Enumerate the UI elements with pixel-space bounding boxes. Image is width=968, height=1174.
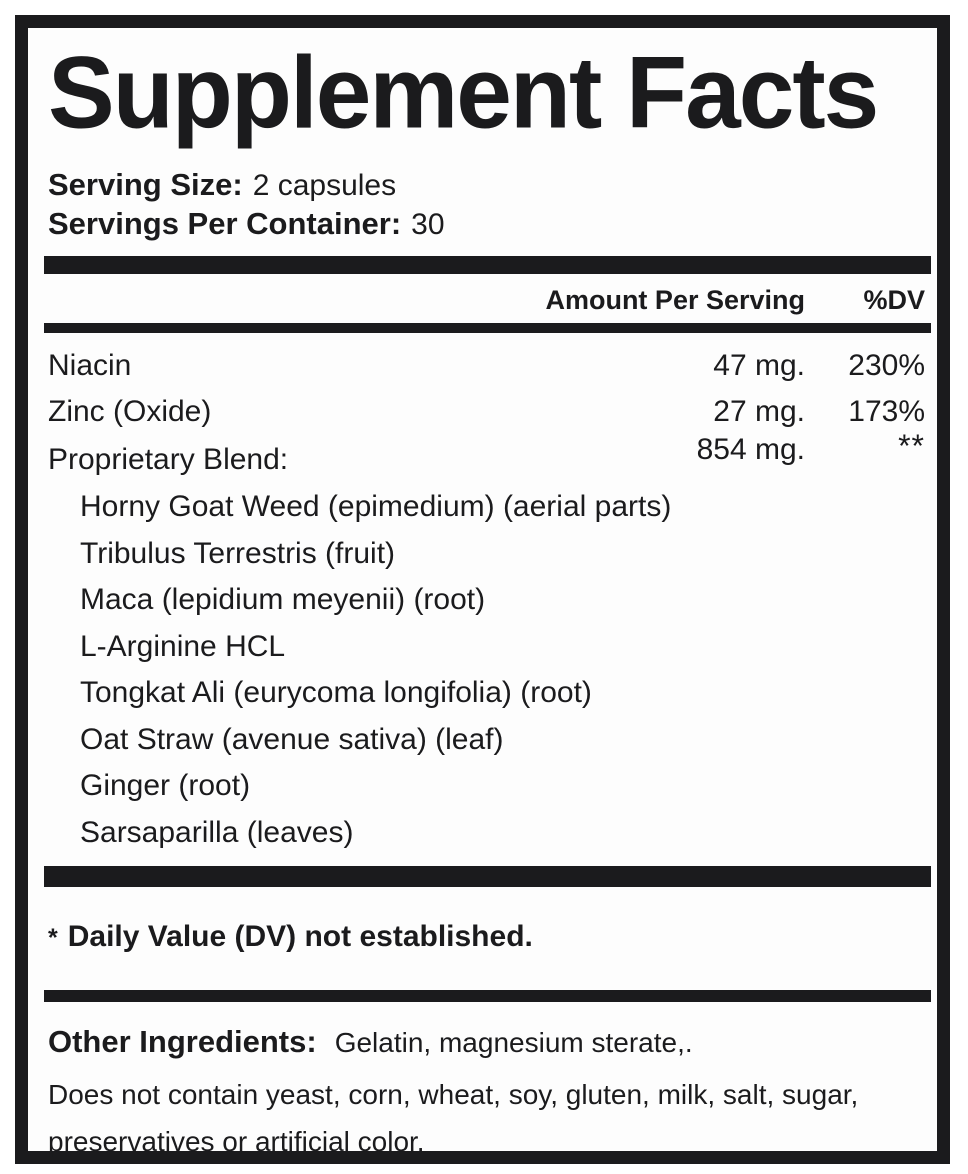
serving-size-value: 2 capsules xyxy=(252,169,397,202)
daily-value-footnote xyxy=(48,917,925,958)
list-item: Oat Straw (avenue sativa) (leaf) xyxy=(80,722,504,756)
table-row xyxy=(48,343,925,389)
list-item: Tongkat Ali (eurycoma longifolia) (root) xyxy=(80,676,592,709)
other-ingredients-label: Other Ingredients: xyxy=(48,1024,317,1059)
footnote-asterisk: * xyxy=(48,924,58,952)
table-row xyxy=(48,428,925,483)
dv-header: %DV xyxy=(863,285,925,315)
table-header-row xyxy=(48,284,925,316)
label-border-frame xyxy=(15,15,950,1164)
divider-bar-thick-middle xyxy=(44,866,931,887)
disclaimer-line-2: preservatives or artificial color. xyxy=(48,1126,425,1157)
list-item: Ginger (root) xyxy=(80,769,251,802)
amount-per-serving-header: Amount Per Serving xyxy=(545,285,805,315)
serving-info xyxy=(48,166,937,244)
serving-size-label: Serving Size: xyxy=(48,167,243,202)
list-item: Sarsaparilla (leaves) xyxy=(80,815,354,849)
list-item: L-Arginine HCL xyxy=(80,629,286,663)
divider-bar-thin-header xyxy=(44,323,931,333)
nutrient-amount: 27 mg. xyxy=(713,395,805,428)
servings-per-container-label: Servings Per Container: xyxy=(48,206,402,241)
nutrient-name: Niacin xyxy=(48,349,132,382)
proprietary-blend-list xyxy=(80,484,925,856)
disclaimer-line-1: Does not contain yeast, corn, wheat, soy, gluten, milk, salt, sugar, xyxy=(48,1079,859,1110)
nutrient-amount: 47 mg. xyxy=(713,349,805,382)
list-item: Horny Goat Weed (epimedium) (aerial parts) xyxy=(80,490,672,523)
other-ingredients-value: Gelatin, magnesium sterate,. xyxy=(334,1027,693,1058)
other-ingredients-line xyxy=(48,1020,925,1065)
page-title: Supplement Facts xyxy=(48,35,878,151)
label-content xyxy=(28,35,937,1165)
nutrient-amount: 854 mg. xyxy=(696,433,805,466)
nutrient-name: Proprietary Blend: xyxy=(48,443,289,476)
nutrient-dv: 230% xyxy=(848,349,925,382)
servings-per-container-line xyxy=(48,205,937,244)
divider-bar-thick-top xyxy=(44,256,931,274)
allergen-disclaimer xyxy=(48,1071,925,1165)
serving-size-line xyxy=(48,166,937,205)
nutrient-name: Zinc (Oxide) xyxy=(48,395,212,428)
list-item: Tribulus Terrestris (fruit) xyxy=(80,536,396,570)
footnote-text: Daily Value (DV) not established. xyxy=(67,920,533,953)
servings-per-container-value: 30 xyxy=(411,208,445,241)
divider-bar-thin-bottom xyxy=(44,990,931,1002)
list-item: Maca (lepidium meyenii) (root) xyxy=(80,583,486,616)
nutrient-rows xyxy=(48,343,925,483)
nutrient-dv: ** xyxy=(898,428,925,464)
nutrient-dv: 173% xyxy=(848,395,925,428)
